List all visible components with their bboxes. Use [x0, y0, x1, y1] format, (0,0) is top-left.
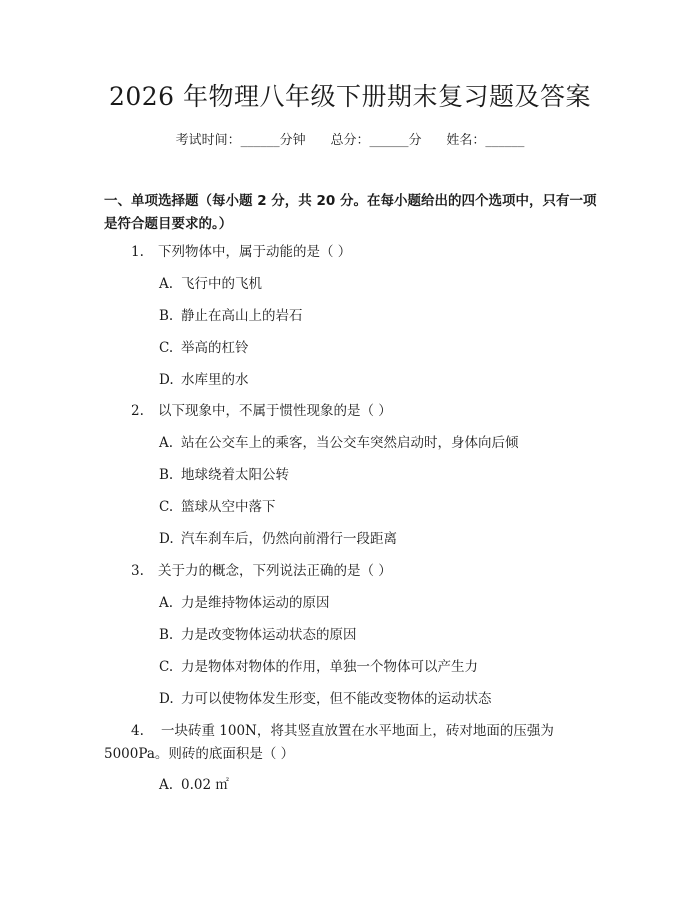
question-number: 2. — [131, 403, 144, 419]
option-letter: D. — [159, 531, 174, 547]
option — [159, 305, 303, 327]
option-letter: B. — [159, 467, 174, 483]
question-text: 以下现象中，不属于惯性现象的是（ ） — [158, 403, 392, 419]
option-text: 力是维持物体运动的原因 — [181, 595, 330, 611]
option — [159, 774, 229, 796]
name-label: 姓名： — [446, 133, 486, 148]
score-unit: 分 — [408, 133, 422, 148]
time-unit: 分钟 — [279, 133, 306, 148]
option-text: 篮球从空中落下 — [181, 499, 276, 515]
exam-info-line — [0, 131, 700, 151]
option-text: 汽车刹车后，仍然向前滑行一段距离 — [181, 531, 397, 547]
option — [159, 656, 478, 678]
page-title: 2026 年物理八年级下册期末复习题及答案 — [108, 82, 592, 111]
option-text: 力是改变物体运动状态的原因 — [181, 627, 357, 643]
option-letter: D. — [159, 372, 174, 388]
score-label: 总分： — [330, 133, 370, 148]
option-letter: A. — [159, 276, 174, 292]
question-4 — [104, 720, 604, 766]
option — [159, 528, 397, 550]
option-text: 水库里的水 — [181, 372, 249, 388]
option-text: 举高的杠铃 — [181, 340, 249, 356]
option — [159, 624, 357, 646]
question-number: 3. — [131, 563, 144, 579]
option — [159, 369, 249, 391]
question-1 — [131, 241, 351, 263]
option-letter: C. — [159, 499, 174, 515]
option-letter: B. — [159, 308, 174, 324]
option-text: 地球绕着太阳公转 — [181, 467, 289, 483]
option-text: 力是物体对物体的作用，单独一个物体可以产生力 — [181, 659, 478, 675]
option-letter: C. — [159, 659, 174, 675]
section-heading: 一、单项选择题（每小题 2 分，共 20 分。在每小题给出的四个选项中，只有一项是符合题目要求的。） — [104, 193, 597, 232]
option-letter: D. — [159, 691, 174, 707]
option — [159, 688, 492, 710]
question-2 — [131, 400, 392, 422]
option-letter: A. — [159, 595, 174, 611]
option — [159, 273, 262, 295]
option-letter: C. — [159, 340, 174, 356]
question-text: 下列物体中，属于动能的是（ ） — [158, 244, 352, 260]
option-letter: A. — [159, 435, 174, 451]
option-text: 站在公交车上的乘客，当公交车突然启动时，身体向后倾 — [181, 435, 519, 451]
name-blank: ______ — [485, 133, 525, 148]
question-number: 4. — [131, 723, 144, 739]
option-letter: B. — [159, 627, 174, 643]
score-blank: ______ — [369, 133, 409, 148]
option — [159, 337, 249, 359]
question-3 — [131, 560, 392, 582]
option — [159, 592, 330, 614]
time-blank: ______ — [240, 133, 280, 148]
option-text: 飞行中的飞机 — [181, 276, 262, 292]
option-letter: A. — [159, 777, 174, 793]
question-text: 一块砖重 100N，将其竖直放置在水平地面上，砖对地面的压强为 5000Pa。则砖的底面积是（ ） — [104, 723, 554, 762]
question-text: 关于力的概念，下列说法正确的是（ ） — [158, 563, 392, 579]
option — [159, 464, 289, 486]
question-number: 1. — [131, 244, 144, 260]
option-text: 力可以使物体发生形变，但不能改变物体的运动状态 — [181, 691, 492, 707]
option — [159, 432, 519, 454]
option-text: 0.02 ㎡ — [181, 777, 229, 793]
option — [159, 496, 276, 518]
option-text: 静止在高山上的岩石 — [181, 308, 303, 324]
time-label: 考试时间： — [175, 133, 241, 148]
